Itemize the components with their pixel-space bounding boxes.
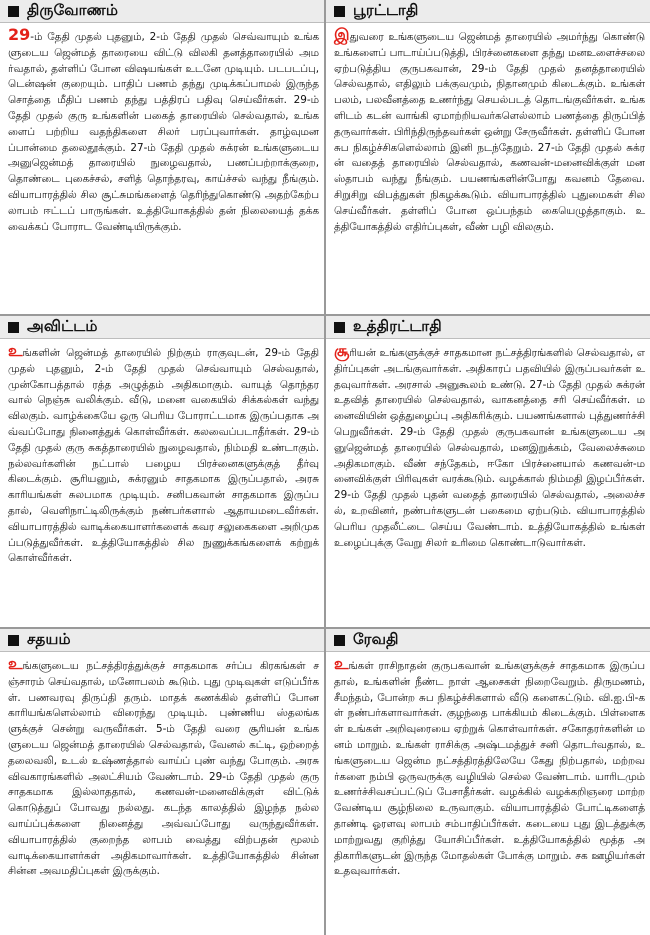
section-text [8, 343, 319, 567]
section-title: சதயம் [27, 630, 71, 648]
section-title: ரேவதி [353, 630, 399, 648]
section-header [0, 0, 324, 23]
section-body: ங்களின் ஜென்மத் தாரையில் நிற்கும் ராகுவுடன், 29-ம் தேதி முதல் புதனும், 2-ம் தேதி முதல் செவ்வாயும் செல்வதால், முன்கோபத்தால் ரத்த அழுத்தம் அதிகமாகும். வாயுத் தொந்தரவால் நெஞ்சு வலிக்கும். வீடு, மனை வகையில் சிக்கல்கள் வந்து விலகும். வாழ்க்கையே ஒரு பெரிய போராட்டமாக இருப்பதாக அவ்வப்போது நினைத்துக் கொள்வீர்கள். கலவைப்படாதீர்கள். 29-ம் தேதி முதல் குரு சுகத்தாரையில் நுழைவதால், நிம்மதி உண்டாகும். நல்லவர்களின் நட்பால் பழைய பிரச்னைகளுக்குத் தீர்வு கிடைக்கும். சூரியனும், சுக்ரனும் சாதகமாக இருப்பதால், அரசு காரியங்கள் சுலபமாக முடியும். சனிபகவான் சாதகமாக இருப்பதால், வெளிநாட்டிலிருக்கும் நண்பர்களால் ஆதாயமடைவீர்கள். வியாபாரத்தில் வாடிக்கையாளர்களைக் கவர சலுகைகளை அறிமுகப்படுத்துவீர்கள். உத்தியோகத்தில் சில நுணுக்கங்களைக் கற்றுக் கொள்வீர்கள். [8, 347, 319, 565]
section-body: ரியன் உங்களுக்குச் சாதகமான நட்சத்திரங்களில் செல்வதால், எதிர்ப்புகள் அடங்குவார்கள். அதிகாரப் பதவியில் இருப்பவர்கள் உதவுவார்கள். அரசால் அனுகூலம் உண்டு. 27-ம் தேதி முதல் சுக்ரன் உதவித் தாரையில் செல்வதால், வாகனத்தை சரி செய்வீர்கள். மனைவியின் ஒத்துழைப்பு அதிகரிக்கும். பயணங்களால் புத்துணர்ச்சி பெறுவீர்கள். 29-ம் தேதி முதல் குருபகவான் உங்களுடைய அனுஜென்மத் தாரையில் செல்வதால், மனஇறுக்கம், வேலைச்சுமை அதிகமாகும். வீண் சந்தேகம், ஈகோ பிரச்னையால் கணவன்-மனைவிக்குள் பிரிவுகள் வரக்கூடும். வழக்கால் நிம்மதி இழப்பீர்கள். 29-ம் தேதி முதல் புதன் வதைத் தாரையில் செல்வதால், அலைச்சல், உறவினர், நண்பர்களுடன் பகைமை ஏற்படும். வியாபாரத்தில் பெரிய முதலீட்டை செய்ய வேண்டாம். உத்தியோகத்தில் உங்கள் உழைப்புக்கு வேறு சிலர் உரிமை கொண்டாடுவார்கள். [334, 347, 645, 549]
square-bullet-icon [334, 6, 345, 17]
section-header [0, 316, 324, 339]
drop-cap: 29 [8, 25, 31, 44]
square-bullet-icon [8, 635, 19, 646]
section-header [326, 0, 650, 23]
section-title: அவிட்டம் [27, 317, 98, 335]
section-body: -ம் தேதி முதல் புதனும், 2-ம் தேதி முதல் செவ்வாயும் உங்களுடைய ஜென்மத் தாரையை விட்டு விலகி தனத்தாரையில் அமர்வதால், தள்ளிப் போன விஷயங்கள் உடனே முடியும். படபடப்பு, டென்ஷன் குறையும். பாதிப் பணம் தந்து முடிக்கப்பாமல் இருந்த சொத்தை மீதிப் பணம் தந்து பத்திரப் பதிவு செய்வீர்கள். 29-ம் தேதி முதல் குரு உங்களின் பகைத் தாரையில் செல்வதால், உங்களைப் பற்றிய வதந்திகளை சிலர் பரப்புவார்கள். தாழ்வுமனப்பான்மை தலைதூக்கும். 27-ம் தேதி முதல் சுக்ரன் உங்களுடைய அனுஜென்மத் தாரையில் நுழைவதால், பணப்பற்றாக்குறை, தொண்டை புகைச்சல், சளித் தொந்தரவு, காய்ச்சல் வந்து நீங்கும். வியாபாரத்தில் சில சூட்சுமங்களைத் தெரிந்துகொண்டு அதற்கேற்ப லாபம் ஈட்டப் பாருங்கள். உத்தியோகத்தில் தன் நிலையைத் தக்க வைக்கப் போராட வேண்டியிருக்கும். [8, 31, 319, 233]
section-body: ங்கள் ராசிநாதன் குருபகவான் உங்களுக்குச் சாதகமாக இருப்பதால், உங்களின் நீண்ட நாள் ஆசைகள் நிறைவேறும். திருமணம், சீமந்தம், போன்ற சுப நிகழ்ச்சிகளால் வீடு களைகட்டும். வி.ஐ.பி-கள் நண்பர்களாவார்கள். குழந்தை பாக்கியம் கிடைக்கும். பிள்ளைகள் உங்கள் அறிவுரையை ஏற்றுக் கொள்வார்கள். சகோதரர்களின் மனம் மாறும். உங்கள் ராசிக்கு அஷ்டமத்துச் சனி தொடர்வதால், உங்களுடைய ஜென்ம நட்சத்திரத்திலேயே கேது நிற்பதால், மற்றவர்களை நம்பி ஒருவருக்கு வழியில் செல்ல வேண்டாம். யாரிடமும் உணர்ச்சிவசப்பட்டுப் பேசாதீர்கள். வழக்கில் வழக்கறிஞரை மாற்ற வேண்டிய சூழ்நிலை உருவாகும். வியாபாரத்தில் போட்டிகளைத் தாண்டி ஓரளவு லாபம் சம்பாதிப்பீர்கள். கடையை புது இடத்துக்கு மாற்றுவது குறித்து யோசிப்பீர்கள். உத்தியோகத்தில் மூத்த அதிகாரிகளுடன் இருந்த மோதல்கள் போக்கு மாறும். சக ஊழியர்கள் உதவுவார்கள். [334, 660, 645, 878]
section-header [0, 629, 324, 652]
square-bullet-icon [8, 6, 19, 17]
drop-cap: உ [334, 654, 349, 673]
section-header [326, 316, 650, 339]
drop-cap: இ [334, 25, 350, 44]
section-uthirattathi [326, 316, 650, 627]
section-text [334, 656, 645, 880]
section-body: துவரை உங்களுடைய ஜென்மத் தாரையில் அமர்ந்து கொண்டு உங்களைப் பாடாய்ப்படுத்தி, பிரச்னைகளை தந்து மனஉளைச்சலை ஏற்படுத்திய குருபகவான், 29-ம் தேதி முதல் தனத்தாரையில் செல்வதால், எதிலும் பக்குவமும், நிதானமும் கிடைக்கும். உங்கள் பலம், பலவீனத்தை உணர்ந்து செயல்படத் தொடங்குவீர்கள். உங்களிடம் கடன் வாங்கி ஏமாற்றியவர்களெல்லாம் பணத்தை திருப்பித் தருவார்கள். பிரிந்திருந்தவர்கள் ஒன்று சேருவீர்கள். தள்ளிப் போன சுப நிகழ்ச்சிகளெல்லாம் இனி நடந்தேறும். 27-ம் தேதி முதல் சுக்ரன் வதைத் தாரையில் செல்வதால், கணவன்-மனைவிக்குள் மனஸ்தாபம் வந்து நீங்கும். பயணங்களின்போது கவனம் தேவை. சிறுசிறு விபத்துகள் நிகழக்கூடும். வியாபாரத்தில் புதுமைகள் சில செய்வீர்கள். தள்ளிப் போன ஒப்பந்தம் கையெழுத்தாகும். உத்தியோகத்தில் எதிர்ப்புகள், வீண் பழி விலகும். [334, 31, 645, 233]
section-title: உத்திரட்டாதி [353, 317, 442, 335]
section-title: திருவோணம் [27, 1, 119, 19]
section-text [8, 656, 319, 880]
section-thiruvonam [0, 0, 324, 314]
drop-cap: சூ [334, 341, 350, 360]
section-title: பூரட்டாதி [353, 1, 419, 19]
drop-cap: உ [8, 341, 23, 360]
section-revathi [326, 629, 650, 935]
section-poorattathi [326, 0, 650, 314]
section-text [334, 343, 645, 551]
section-sathayam [0, 629, 324, 935]
square-bullet-icon [334, 322, 345, 333]
drop-cap: உ [8, 654, 23, 673]
section-header [326, 629, 650, 652]
square-bullet-icon [334, 635, 345, 646]
section-avittam [0, 316, 324, 627]
section-text [334, 27, 645, 235]
section-body: ங்களுடைய நட்சத்திரத்துக்குச் சாதகமாக சர்ப்ப கிரகங்கள் சஞ்சாரம் செய்வதால், மனோபலம் கூடும். புது முடிவுகள் எடுப்பீர்கள். பணவரவு திருப்தி தரும். மாதக் கணக்கில் தள்ளிப் போன காரியங்களெல்லாம் விரைந்து முடியும். புண்ணிய ஸ்தலங்களுக்குச் சென்று வருவீர்கள். 5-ம் தேதி வரை சூரியன் உங்களுடைய ஜென்மத் தாரையில் செல்வதால், வேனல் கட்டி, ஒற்றைத் தலைவலி, உடல் உஷ்ணத்தால் வாய்ப் புண் வந்து போகும். அரசு விவகாரங்களில் அலட்சியம் வேண்டாம். 29-ம் தேதி முதல் குரு சாதகமாக இல்லாததால், கணவன்-மனைவிக்குள் விட்டுக் கொடுத்துப் போவது நல்லது. கடந்த காலத்தில் இழந்த நல்ல வாய்ப்புக்களை நினைத்து அவ்வப்போது வருந்துவீர்கள். வியாபாரத்தில் குறைந்த லாபம் வைத்து விற்பதன் மூலம் வாடிக்கையாளர்கள் அதிகமாவார்கள். உத்தியோகத்தில் சின்ன சின்ன அவமதிப்புகள் இருக்கும். [8, 660, 319, 878]
square-bullet-icon [8, 322, 19, 333]
section-text [8, 27, 319, 235]
